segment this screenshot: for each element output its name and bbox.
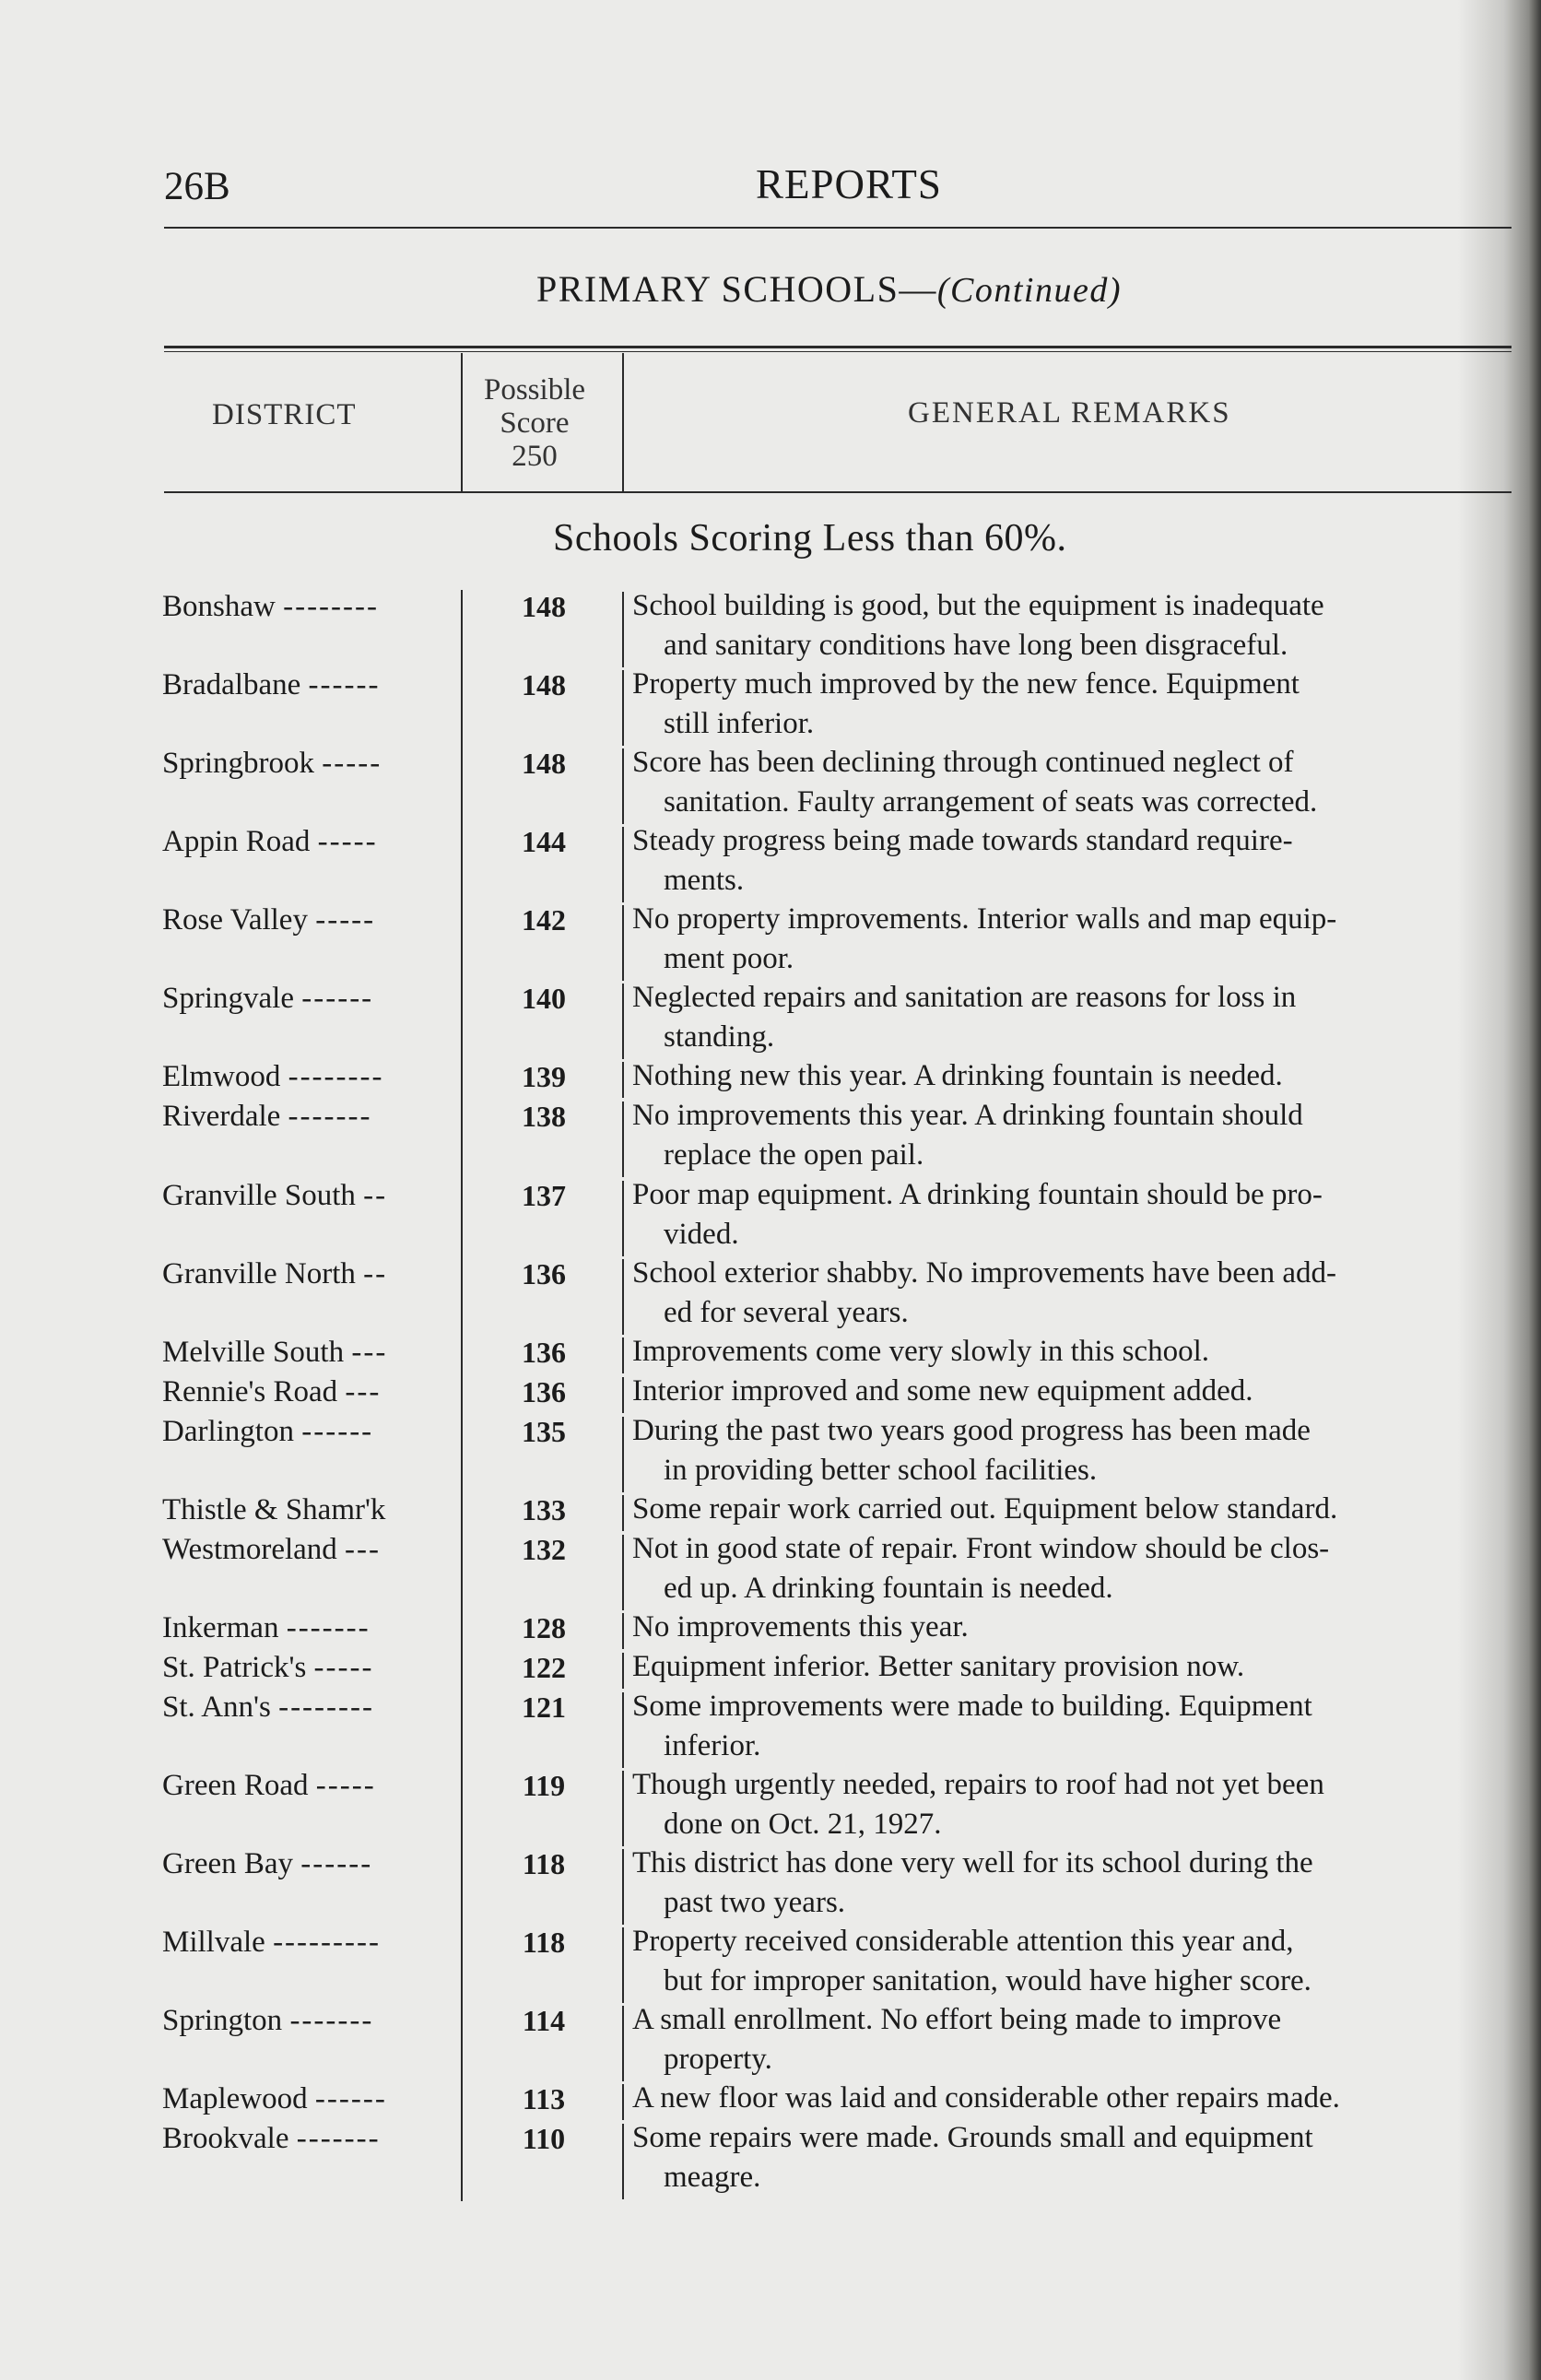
- district-label: Brookvale: [162, 2122, 289, 2155]
- general-remarks: [632, 1096, 1521, 1175]
- leader-dots: ------: [314, 2082, 387, 2115]
- remark-line: ments.: [664, 864, 745, 897]
- table-header-rule: [164, 491, 1512, 493]
- general-remarks: [632, 900, 1521, 979]
- score-value: 142: [522, 903, 566, 937]
- score-value: 119: [522, 1769, 566, 1802]
- district-name: [162, 590, 379, 624]
- section-continued: (Continued): [936, 271, 1122, 310]
- column-divider: [461, 747, 463, 826]
- score-value: 137: [522, 1179, 566, 1212]
- remark-line: property.: [664, 2043, 772, 2076]
- district-label: Darlington: [162, 1415, 294, 1448]
- remarks-bracket: [622, 1337, 624, 1373]
- remark-line: ment poor.: [664, 942, 794, 975]
- remark-line: and sanitary conditions have long been disgraceful.: [664, 629, 1288, 662]
- remarks-bracket: [622, 827, 624, 902]
- header-divider-right: [622, 353, 624, 491]
- remarks-bracket: [622, 2084, 624, 2120]
- column-divider: [461, 1769, 463, 1848]
- leader-dots: ---: [345, 1375, 382, 1408]
- remark-line: No improvements this year.: [632, 1610, 969, 1644]
- leader-dots: -------: [286, 1611, 371, 1644]
- score-value: 132: [522, 1533, 566, 1566]
- district-label: Rose Valley: [162, 903, 308, 937]
- column-divider: [461, 1336, 463, 1375]
- district-name: [162, 982, 373, 1016]
- remark-line: Equipment inferior. Better sanitary provision now.: [632, 1650, 1245, 1683]
- district-label: Granville South: [162, 1179, 356, 1212]
- district-name: [162, 1847, 372, 1881]
- remark-line: Interior improved and some new equipment added.: [632, 1374, 1253, 1408]
- column-divider: [461, 668, 463, 748]
- district-label: Westmoreland: [162, 1533, 337, 1566]
- column-divider: [461, 1926, 463, 2005]
- remark-line: Some repair work carried out. Equipment below standard.: [632, 1492, 1338, 1526]
- district-name: [162, 1611, 371, 1645]
- remark-line: School building is good, but the equipment is inadequate: [632, 589, 1324, 622]
- district-label: Green Road: [162, 1769, 309, 1802]
- general-remarks: [632, 1529, 1521, 1608]
- remark-line: During the past two years good progress has been made: [632, 1414, 1311, 1447]
- remark-line: standing.: [664, 1020, 775, 1054]
- district-label: Rennie's Road: [162, 1375, 338, 1408]
- remarks-bracket: [622, 2124, 624, 2199]
- remark-line: No property improvements. Interior walls and map equip-: [632, 902, 1337, 936]
- general-remarks: [632, 1372, 1521, 1411]
- remark-line: meagre.: [664, 2161, 761, 2194]
- column-divider: [461, 903, 463, 983]
- district-name: [162, 1493, 385, 1527]
- remarks-bracket: [622, 1495, 624, 1531]
- leader-dots: -----: [322, 747, 382, 780]
- district-name: [162, 1926, 381, 1960]
- column-divider: [461, 1100, 463, 1179]
- score-value: 133: [522, 1493, 566, 1526]
- column-divider: [461, 1533, 463, 1612]
- score-value: 118: [522, 1926, 566, 1959]
- score-value: 148: [522, 668, 566, 701]
- column-divider: [461, 1691, 463, 1770]
- score-value: 122: [522, 1651, 566, 1684]
- district-name: [162, 2122, 381, 2156]
- district-name: [162, 1060, 384, 1094]
- remark-line: still inferior.: [664, 707, 815, 740]
- leader-dots: ---: [345, 1533, 382, 1566]
- leader-dots: ------: [301, 982, 374, 1015]
- leader-dots: --------: [278, 1691, 374, 1724]
- district-label: Bonshaw: [162, 590, 276, 623]
- leader-dots: -------: [289, 2004, 374, 2037]
- district-label: Millvale: [162, 1926, 265, 1959]
- leader-dots: -------: [296, 2122, 381, 2155]
- district-name: [162, 1415, 373, 1449]
- remark-line: A new floor was laid and considerable other repairs made.: [632, 2081, 1340, 2115]
- district-name: [162, 2082, 387, 2116]
- district-name: [162, 1179, 387, 1213]
- remark-line: past two years.: [664, 1886, 846, 1919]
- district-name: [162, 1375, 381, 1409]
- remark-line: A small enrollment. No effort being made to improve: [632, 2003, 1282, 2036]
- remark-line: Score has been declining through continued neglect of: [632, 746, 1294, 779]
- district-name: [162, 1257, 387, 1291]
- score-value: 139: [522, 1060, 566, 1093]
- district-name: [162, 903, 375, 937]
- district-label: Granville North: [162, 1257, 356, 1290]
- leader-dots: --------: [283, 590, 380, 623]
- district-label: Maplewood: [162, 2082, 308, 2115]
- column-divider: [461, 1060, 463, 1100]
- column-divider: [461, 1611, 463, 1651]
- district-label: Springvale: [162, 982, 294, 1015]
- column-divider: [461, 1651, 463, 1691]
- leader-dots: --: [363, 1179, 388, 1212]
- score-value: 138: [522, 1100, 566, 1133]
- remark-line: School exterior shabby. No improvements have been add-: [632, 1256, 1336, 1290]
- leader-dots: -----: [315, 1769, 376, 1802]
- general-remarks: [632, 1411, 1521, 1490]
- remark-line: No improvements this year. A drinking fountain should: [632, 1099, 1303, 1132]
- score-value: 140: [522, 982, 566, 1015]
- general-remarks: [632, 1175, 1521, 1255]
- remark-line: vided.: [664, 1218, 739, 1251]
- remarks-bracket: [622, 1653, 624, 1689]
- header-rule: [164, 227, 1512, 229]
- district-label: St. Ann's: [162, 1691, 271, 1724]
- remark-line: Some improvements were made to building. Equipment: [632, 1690, 1312, 1723]
- general-remarks: [632, 1922, 1521, 2001]
- column-divider: [461, 2082, 463, 2122]
- remark-line: Nothing new this year. A drinking fountain is needed.: [632, 1059, 1283, 1092]
- district-name: [162, 1769, 376, 1803]
- score-value: 136: [522, 1375, 566, 1408]
- district-label: Elmwood: [162, 1060, 281, 1093]
- remarks-bracket: [622, 1377, 624, 1413]
- district-label: Inkerman: [162, 1611, 279, 1644]
- general-remarks: [632, 1490, 1521, 1529]
- table-subheading: Schools Scoring Less than 60%.: [553, 517, 1067, 560]
- header-divider-left: [461, 353, 463, 491]
- general-remarks: [632, 1608, 1521, 1647]
- column-divider: [461, 2004, 463, 2083]
- score-value: 118: [522, 1847, 566, 1880]
- score-value: 128: [522, 1611, 566, 1644]
- remark-line: Property received considerable attention this year and,: [632, 1925, 1294, 1958]
- score-value: 144: [522, 825, 566, 858]
- general-remarks: [632, 978, 1521, 1057]
- section-title: [536, 267, 1122, 311]
- column-divider: [461, 1847, 463, 1926]
- table-top-rule: [164, 346, 1512, 348]
- column-divider: [461, 1493, 463, 1533]
- score-header-line1: Possible: [483, 373, 586, 406]
- running-title: REPORTS: [756, 161, 942, 207]
- column-divider: [461, 1179, 463, 1258]
- leader-dots: ------: [300, 1847, 373, 1880]
- remark-line: inferior.: [664, 1729, 761, 1762]
- table-top-rule-thin: [164, 351, 1512, 352]
- score-value: 136: [522, 1257, 566, 1290]
- general-remarks: [632, 2079, 1521, 2118]
- score-value: 121: [522, 1691, 566, 1724]
- remarks-bracket: [622, 592, 624, 667]
- general-remarks: [632, 1254, 1521, 1333]
- remark-line: Though urgently needed, repairs to roof had not yet been: [632, 1768, 1324, 1801]
- remarks-bracket: [622, 1535, 624, 1610]
- remarks-bracket: [622, 1692, 624, 1768]
- district-name: [162, 2004, 373, 2038]
- general-remarks: [632, 2000, 1521, 2080]
- district-name: [162, 1691, 374, 1725]
- remarks-bracket: [622, 748, 624, 824]
- remark-line: Improvements come very slowly in this school.: [632, 1335, 1209, 1368]
- general-remarks: [632, 665, 1521, 744]
- district-label: Springton: [162, 2004, 283, 2037]
- leader-dots: --------: [288, 1060, 384, 1093]
- remark-line: ed up. A drinking fountain is needed.: [664, 1572, 1113, 1605]
- leader-dots: -----: [315, 903, 376, 937]
- general-remarks: [632, 1332, 1521, 1372]
- general-remarks: [632, 586, 1521, 666]
- column-header-remarks: GENERAL REMARKS: [908, 396, 1231, 430]
- leader-dots: --: [363, 1257, 388, 1290]
- remark-line: in providing better school facilities.: [664, 1454, 1098, 1487]
- general-remarks: [632, 2118, 1521, 2197]
- district-name: [162, 1100, 371, 1134]
- district-name: [162, 1336, 387, 1370]
- district-label: Bradalbane: [162, 668, 301, 701]
- district-name: [162, 747, 382, 781]
- column-divider: [461, 982, 463, 1061]
- remark-line: Neglected repairs and sanitation are reasons for loss in: [632, 981, 1297, 1014]
- leader-dots: -----: [313, 1651, 374, 1684]
- score-value: 113: [522, 2082, 566, 2115]
- remark-line: Steady progress being made towards standard require-: [632, 824, 1293, 857]
- district-label: Riverdale: [162, 1100, 281, 1133]
- leader-dots: -------: [288, 1100, 372, 1133]
- score-value: 136: [522, 1336, 566, 1369]
- district-name: [162, 1651, 374, 1685]
- score-header-line3: 250: [512, 440, 558, 473]
- leader-dots: ---: [351, 1336, 388, 1369]
- remark-line: This district has done very well for its school during the: [632, 1846, 1313, 1879]
- leader-dots: ------: [308, 668, 381, 701]
- leader-dots: ------: [301, 1415, 374, 1448]
- remarks-bracket: [622, 1417, 624, 1492]
- column-divider: [461, 825, 463, 904]
- remark-line: replace the open pail.: [664, 1138, 924, 1172]
- column-divider: [461, 1415, 463, 1494]
- district-label: Thistle & Shamr'k: [162, 1493, 386, 1526]
- score-value: 114: [522, 2004, 566, 2037]
- district-name: [162, 668, 380, 702]
- score-value: 110: [522, 2122, 566, 2155]
- remarks-bracket: [622, 2006, 624, 2081]
- column-divider: [461, 2122, 463, 2201]
- remarks-bracket: [622, 1259, 624, 1335]
- district-name: [162, 825, 378, 859]
- page-number: 26B: [164, 165, 230, 208]
- general-remarks: [632, 1687, 1521, 1766]
- remarks-bracket: [622, 670, 624, 746]
- remarks-bracket: [622, 905, 624, 981]
- district-label: Springbrook: [162, 747, 314, 780]
- score-value: 135: [522, 1415, 566, 1448]
- general-remarks: [632, 821, 1521, 901]
- general-remarks: [632, 1056, 1521, 1096]
- remark-line: done on Oct. 21, 1927.: [664, 1808, 942, 1841]
- remark-line: Some repairs were made. Grounds small and equipment: [632, 2121, 1313, 2154]
- leader-dots: -----: [317, 825, 378, 858]
- district-label: St. Patrick's: [162, 1651, 307, 1684]
- remarks-bracket: [622, 984, 624, 1059]
- general-remarks: [632, 1765, 1521, 1844]
- remarks-bracket: [622, 1181, 624, 1256]
- remarks-bracket: [622, 1613, 624, 1649]
- remarks-bracket: [622, 1927, 624, 2003]
- general-remarks: [632, 1844, 1521, 1923]
- remark-line: Property much improved by the new fence. Equipment: [632, 667, 1300, 701]
- remark-line: Not in good state of repair. Front window should be clos-: [632, 1532, 1330, 1565]
- column-header-district: DISTRICT: [212, 398, 357, 431]
- district-label: Appin Road: [162, 825, 311, 858]
- column-header-score: [465, 373, 604, 473]
- column-divider: [461, 590, 463, 669]
- section-title-text: PRIMARY SCHOOLS—: [536, 268, 937, 310]
- remark-line: but for improper sanitation, would have higher score.: [664, 1964, 1312, 1997]
- remark-line: ed for several years.: [664, 1296, 909, 1329]
- column-divider: [461, 1257, 463, 1337]
- remark-line: Poor map equipment. A drinking fountain should be pro-: [632, 1178, 1323, 1211]
- score-value: 148: [522, 590, 566, 623]
- score-header-line2: Score: [500, 406, 570, 440]
- district-label: Green Bay: [162, 1847, 294, 1880]
- remarks-bracket: [622, 1771, 624, 1846]
- remark-line: sanitation. Faulty arrangement of seats was corrected.: [664, 785, 1318, 819]
- score-value: 148: [522, 747, 566, 780]
- leader-dots: ---------: [273, 1926, 381, 1959]
- district-label: Melville South: [162, 1336, 345, 1369]
- remarks-bracket: [622, 1102, 624, 1177]
- remarks-bracket: [622, 1849, 624, 1925]
- column-divider: [461, 1375, 463, 1415]
- district-name: [162, 1533, 381, 1567]
- general-remarks: [632, 1647, 1521, 1687]
- remarks-bracket: [622, 1062, 624, 1098]
- general-remarks: [632, 743, 1521, 822]
